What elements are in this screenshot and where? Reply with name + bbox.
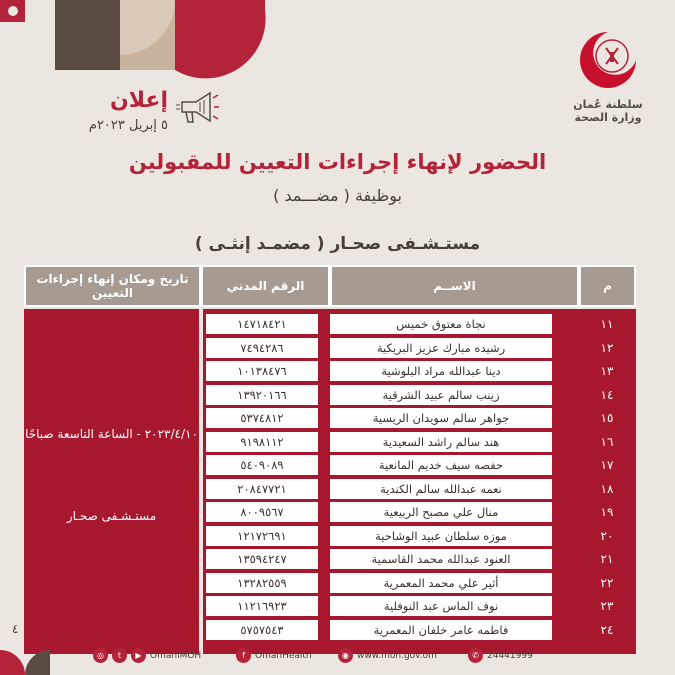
- ministry-line1: سلطنة عُمان: [573, 98, 643, 111]
- row-number: ١٣: [600, 364, 614, 378]
- schedule-datetime: ٢٠٢٣/٤/١٠ - الساعة التاسعة صباحًا: [25, 427, 198, 441]
- ministry-logo: [563, 28, 653, 124]
- twitter-icon[interactable]: t: [112, 648, 127, 663]
- row-number: ٢٢: [600, 575, 614, 590]
- decorative-shapes: [0, 0, 280, 80]
- youtube-icon[interactable]: ▶: [131, 648, 146, 663]
- facebook-icon[interactable]: f: [236, 648, 251, 663]
- header-name: الاســم: [330, 265, 579, 307]
- row-civil-number: ١٠١٣٨٤٧٦: [206, 361, 318, 381]
- phone-number[interactable]: 24441999: [487, 650, 533, 661]
- social-handle[interactable]: OmaniMOH: [150, 650, 202, 661]
- hospital-title: مستـشـفى صحـار ( مضمـد إنثـى ): [194, 234, 481, 254]
- row-name: زينب سالم عبيد الشرقية: [330, 385, 552, 405]
- ministry-line2: وزارة الصحة: [574, 111, 642, 124]
- header-num: م: [579, 265, 636, 307]
- row-civil-number: ١٣٥٩٤٢٤٧: [206, 549, 318, 569]
- phone-icon[interactable]: ✆: [468, 648, 483, 663]
- row-number: ١٧: [600, 458, 614, 472]
- row-number: ٢٠: [600, 528, 614, 543]
- row-civil-number: ١٤٧١٨٤٢١: [206, 314, 318, 334]
- footer-website[interactable]: [338, 648, 437, 663]
- website-link[interactable]: www.moh.gov.om: [357, 650, 437, 661]
- schedule-location: مستـشـفى صحـار: [66, 509, 157, 523]
- row-number: ١١: [600, 317, 614, 331]
- facebook-handle[interactable]: OmanHealth: [255, 650, 312, 661]
- row-name: منال علي مصبح الربيعية: [330, 502, 552, 522]
- row-civil-number: ٢٠٨٤٧٧٢١: [206, 479, 318, 499]
- globe-icon[interactable]: ◉: [338, 648, 353, 663]
- row-name: موزه سلطان عبيد الوشاحية: [330, 526, 552, 546]
- row-number: ٢٤: [600, 622, 614, 637]
- row-name: نوف الماس عبد النوفلية: [330, 596, 552, 616]
- row-number: ١٩: [600, 505, 614, 519]
- page-heading: الحضور لإنهاء إجراءات التعيين للمقبولين: [128, 150, 547, 174]
- row-civil-number: ٨٠٠٩٥٦٧: [206, 502, 318, 522]
- row-number: ١٤: [600, 387, 614, 402]
- megaphone-icon: [174, 88, 220, 128]
- row-number: ١٢: [600, 340, 614, 355]
- footer-facebook[interactable]: [236, 648, 312, 663]
- row-name: رشيده مبارك عزيز البريكية: [330, 338, 552, 358]
- row-civil-number: ٩١٩٨١١٢: [206, 432, 318, 452]
- header-civil: الرقم المدني: [201, 265, 330, 307]
- header-when: تاريخ ومكان إنهاء إجراءات التعيين: [24, 265, 201, 307]
- page-number: ٤: [12, 622, 19, 636]
- row-name: نجاة معتوق خميس: [330, 314, 552, 334]
- row-civil-number: ١٣٩٢٠١٦٦: [206, 385, 318, 405]
- decorative-corner: [0, 640, 60, 675]
- row-civil-number: ٥٤٠٩٠٨٩: [206, 455, 318, 475]
- row-civil-number: ٥٧٥٧٥٤٣: [206, 620, 318, 640]
- row-name: دينا عبدالله مراد البلوشية: [330, 361, 552, 381]
- row-name: العنود عبدالله محمد القاسمية: [330, 549, 552, 569]
- row-name: فاطمه عامر خلفان المعمرية: [330, 620, 552, 640]
- row-number: ١٦: [600, 434, 614, 449]
- row-civil-number: ٥٣٧٤٨١٢: [206, 408, 318, 428]
- row-name: حفصه سيف خديم المانعية: [330, 455, 552, 475]
- row-number: ١٨: [600, 481, 614, 496]
- row-number: ٢٣: [600, 599, 614, 613]
- ministry-emblem-icon: [576, 28, 640, 92]
- footer-social[interactable]: [93, 648, 201, 663]
- schedule-cell: [24, 309, 199, 654]
- footer-phone[interactable]: [468, 648, 533, 663]
- row-civil-number: ٧٤٩٤٢٨٦: [206, 338, 318, 358]
- page-subheading: بوظيفة ( مضـــمد ): [273, 186, 402, 205]
- row-number: ١٥: [600, 411, 614, 425]
- row-civil-number: ١١٢١٦٩٢٣: [206, 596, 318, 616]
- announcement-title: إعلان: [109, 88, 168, 113]
- row-name: أثير علي محمد المعمرية: [330, 573, 552, 593]
- row-name: نعمه عبدالله سالم الكندية: [330, 479, 552, 499]
- row-name: هند سالم راشد السعيدية: [330, 432, 552, 452]
- row-number: ٢١: [600, 552, 614, 566]
- row-civil-number: ١٢١٧٢٦٩١: [206, 526, 318, 546]
- row-civil-number: ١٣٢٨٢٥٥٩: [206, 573, 318, 593]
- instagram-icon[interactable]: ◎: [93, 648, 108, 663]
- row-name: جواهر سالم سويدان الريسية: [330, 408, 552, 428]
- announcement-date: ٥ إبريل ٢٠٢٣م: [88, 118, 168, 133]
